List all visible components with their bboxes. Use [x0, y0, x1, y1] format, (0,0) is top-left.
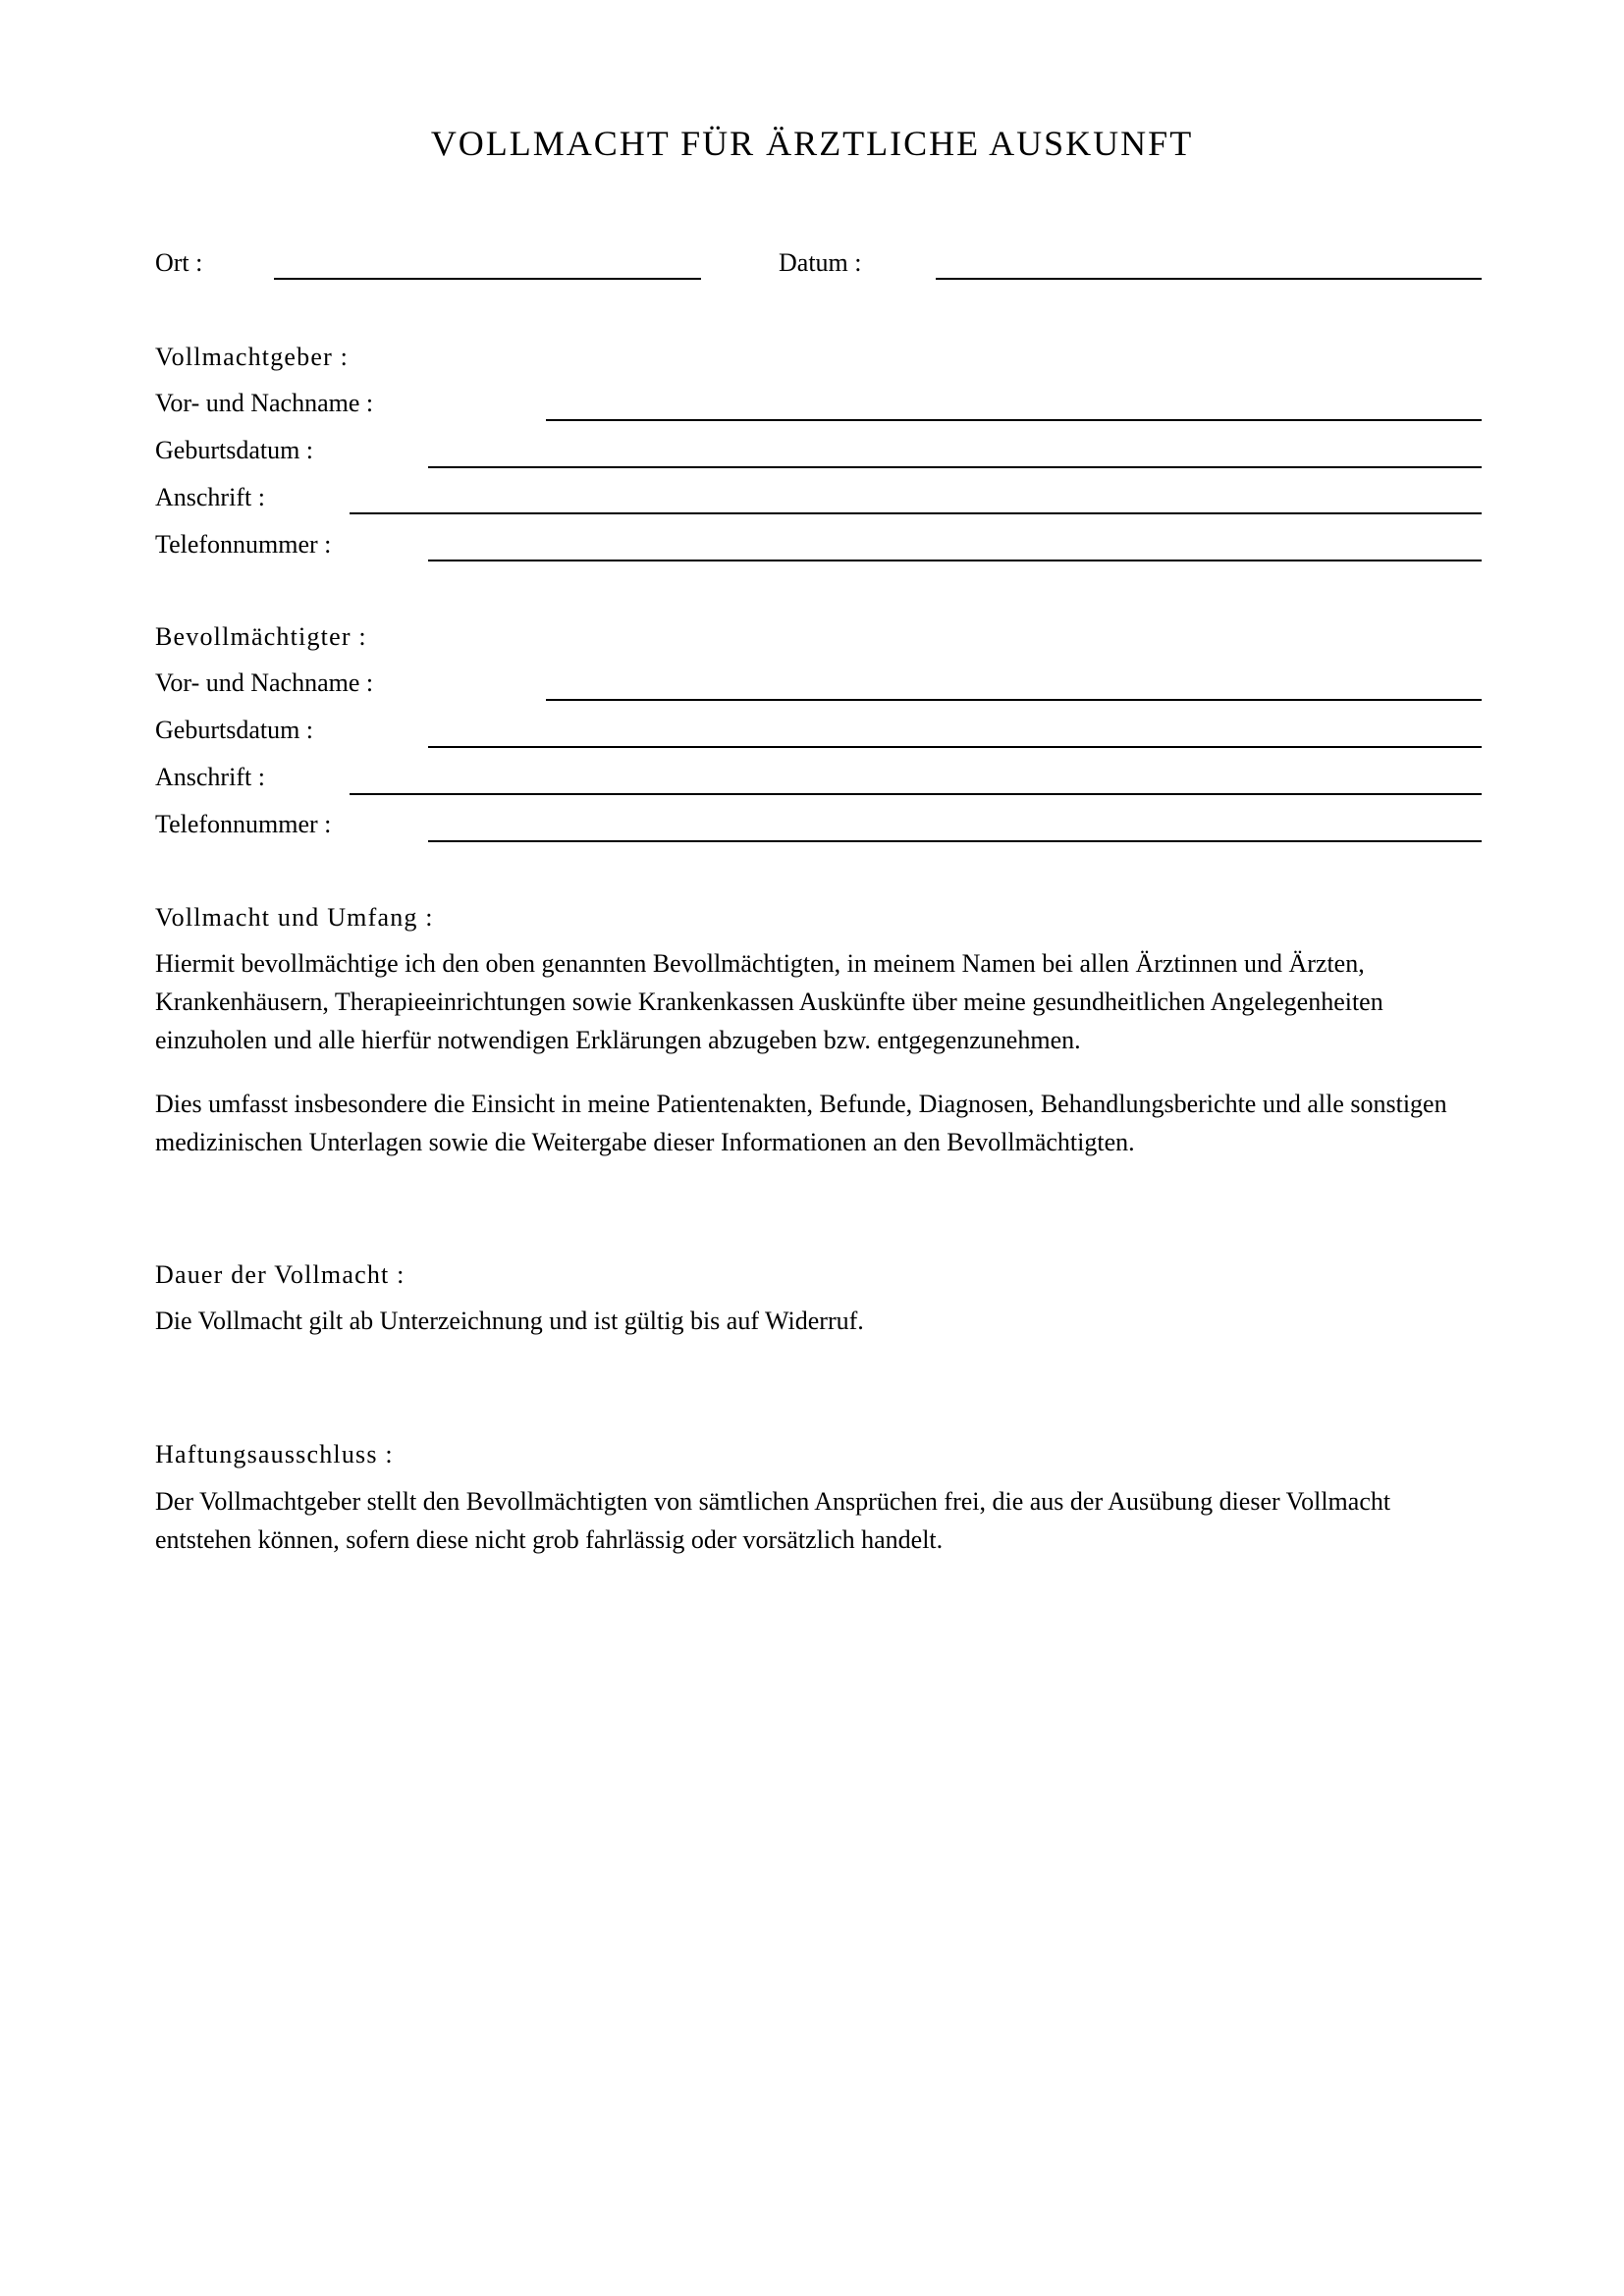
agent-birthdate-label: Geburtsdatum :	[155, 716, 314, 744]
place-field[interactable]	[274, 278, 701, 280]
grantor-heading: Vollmachtgeber :	[155, 343, 350, 371]
grantor-birthdate-field[interactable]	[428, 466, 1482, 468]
grantor-phone-field[interactable]	[428, 560, 1482, 561]
grantor-address-field[interactable]	[350, 512, 1482, 514]
place-label: Ort :	[155, 248, 203, 277]
grantor-birthdate-label: Geburtsdatum :	[155, 436, 314, 464]
scope-paragraph-2: Dies umfasst insbesondere die Einsicht in meine Patientenakten, Befunde, Diagnosen, Behandlungsberichte und alle sonstigen medizinischen Unterlagen sowie die Weitergabe dieser Informationen an den Bevollmächtigten.	[155, 1090, 1447, 1156]
agent-phone-label: Telefonnummer :	[155, 810, 332, 838]
grantor-name-label: Vor- und Nachname :	[155, 389, 374, 417]
duration-text: Die Vollmacht gilt ab Unterzeichnung und ist gültig bis auf Widerruf.	[155, 1307, 864, 1335]
document-title: VOLLMACHT FÜR ÄRZTLICHE AUSKUNFT	[430, 124, 1194, 163]
liability-text: Der Vollmachtgeber stellt den Bevollmächtigten von sämtlichen Ansprüchen frei, die aus der Ausübung dieser Vollmacht entstehen können, sofern diese nicht grob fahrlässig oder vorsätzlich handelt.	[155, 1487, 1391, 1554]
liability-heading: Haftungsausschluss :	[155, 1440, 394, 1468]
grantor-name-field[interactable]	[546, 419, 1482, 421]
date-label: Datum :	[779, 248, 862, 277]
date-field[interactable]	[936, 278, 1482, 280]
agent-name-field[interactable]	[546, 699, 1482, 701]
scope-heading: Vollmacht und Umfang :	[155, 903, 434, 932]
duration-heading: Dauer der Vollmacht :	[155, 1260, 406, 1289]
agent-address-field[interactable]	[350, 793, 1482, 795]
agent-address-label: Anschrift :	[155, 763, 265, 791]
grantor-phone-label: Telefonnummer :	[155, 530, 332, 559]
agent-heading: Bevollmächtigter :	[155, 622, 367, 651]
agent-birthdate-field[interactable]	[428, 746, 1482, 748]
scope-paragraph-1: Hiermit bevollmächtige ich den oben genannten Bevollmächtigten, in meinem Namen bei allen Ärztinnen und Ärzten, Krankenhäusern, Therapieeinrichtungen sowie Krankenkassen Auskünfte über meine gesundheitlichen Angelegenheiten einzuholen und alle hierfür notwendigen Erklärungen abzugeben bzw. entgegenzunehmen.	[155, 949, 1383, 1054]
grantor-address-label: Anschrift :	[155, 483, 265, 511]
agent-name-label: Vor- und Nachname :	[155, 668, 374, 697]
agent-phone-field[interactable]	[428, 840, 1482, 842]
